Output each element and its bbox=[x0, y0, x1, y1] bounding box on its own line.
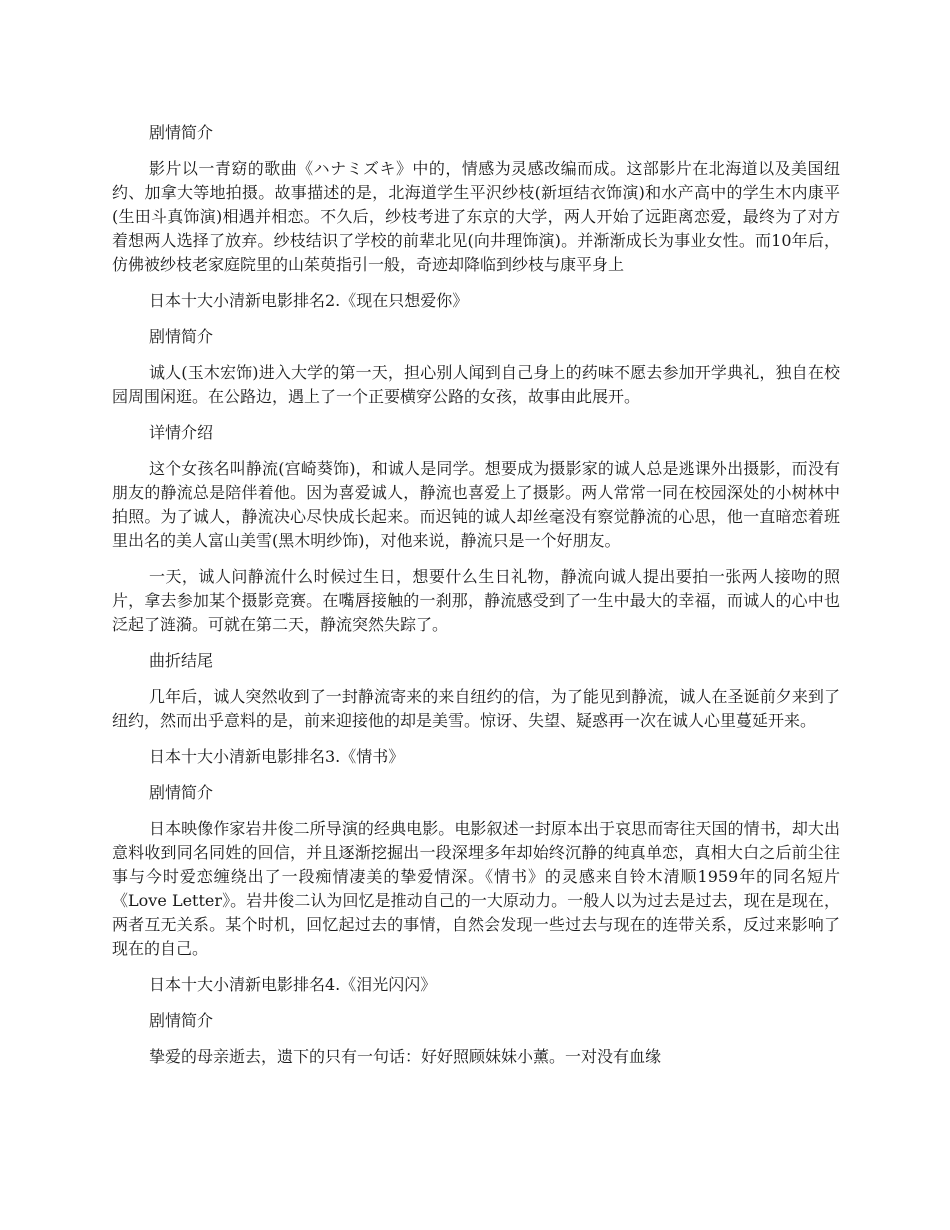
section-heading: 剧情简介 bbox=[149, 327, 214, 346]
movie-rank-heading: 日本十大小清新电影排名2.《现在只想爱你》 bbox=[149, 291, 469, 310]
paragraph: 日本映像作家岩井俊二所导演的经典电影。电影叙述一封原本出于哀思而寄往天国的情书，却大出意料收到同名同姓的回信，并且逐渐挖掘出一段深埋多年却始终沉静的纯真单恋，真相大白之后前尘往事与今时爱恋缠绕出了一段痴情凄美的挚爱情深。《情书》的灵感来自铃木清顺1959年的同名短片《Love Letter》。岩井俊二认为回忆是推动自己的一大原动力。一般人以为过去是过去，现在是现在，两者互无关系。某个时机，回忆起过去的事情，自然会发现一些过去与现在的连带关系，反过来影响了现在的自己。 bbox=[112, 819, 840, 958]
paragraph: 几年后，诚人突然收到了一封静流寄来的来自纽约的信，为了能见到静流，诚人在圣诞前夕来到了纽约，然而出乎意料的是，前来迎接他的却是美雪。惊讶、失望、疑惑再一次在诚人心里蔓延开来。 bbox=[112, 687, 840, 730]
movie-rank-heading: 日本十大小清新电影排名4.《泪光闪闪》 bbox=[149, 975, 437, 994]
document-page bbox=[112, 121, 840, 1081]
paragraph: 这个女孩名叫静流(宫崎葵饰)，和诚人是同学。想要成为摄影家的诚人总是逃课外出摄影，而没有朋友的静流总是陪伴着他。因为喜爱诚人，静流也喜爱上了摄影。两人常常一同在校园深处的小树林中拍照。为了诚人，静流决心尽快成长起来。而迟钝的诚人却丝毫没有察觉静流的心思，他一直暗恋着班里出名的美人富山美雪(黑木明纱饰)，对他来说，静流只是一个好朋友。 bbox=[112, 459, 840, 550]
paragraph: 影片以一青窈的歌曲《ハナミズキ》中的，情感为灵感改编而成。这部影片在北海道以及美国纽约、加拿大等地拍摄。故事描述的是，北海道学生平沢纱枝(新垣结衣饰演)和水产高中的学生木内康平(生田斗真饰演)相遇并相恋。不久后，纱枝考进了东京的大学，两人开始了远距离恋爱，最终为了对方着想两人选择了放弃。纱枝结识了学校的前辈北见(向井理饰演)。并渐渐成长为事业女性。而10年后，仿佛被纱枝老家庭院里的山茱萸指引一般，奇迹却降临到纱枝与康平身上 bbox=[112, 159, 840, 274]
paragraph: 诚人(玉木宏饰)进入大学的第一天，担心别人闻到自己身上的药味不愿去参加开学典礼，独自在校园周围闲逛。在公路边，遇上了一个正要横穿公路的女孩，故事由此展开。 bbox=[112, 363, 840, 406]
section-heading: 曲折结尾 bbox=[149, 651, 214, 670]
movie-rank-heading: 日本十大小清新电影排名3.《情书》 bbox=[149, 747, 405, 766]
paragraph: 一天，诚人问静流什么时候过生日，想要什么生日礼物，静流向诚人提出要拍一张两人接吻的照片，拿去参加某个摄影竞赛。在嘴唇接触的一刹那，静流感受到了一生中最大的幸福，而诚人的心中也泛起了涟漪。可就在第二天，静流突然失踪了。 bbox=[112, 567, 840, 634]
section-heading: 剧情简介 bbox=[149, 783, 214, 802]
section-heading: 剧情简介 bbox=[149, 1011, 214, 1030]
paragraph: 挚爱的母亲逝去，遗下的只有一句话：好好照顾妹妹小薰。一对没有血缘 bbox=[149, 1047, 662, 1066]
section-heading: 剧情简介 bbox=[149, 123, 214, 142]
section-heading: 详情介绍 bbox=[149, 423, 214, 442]
